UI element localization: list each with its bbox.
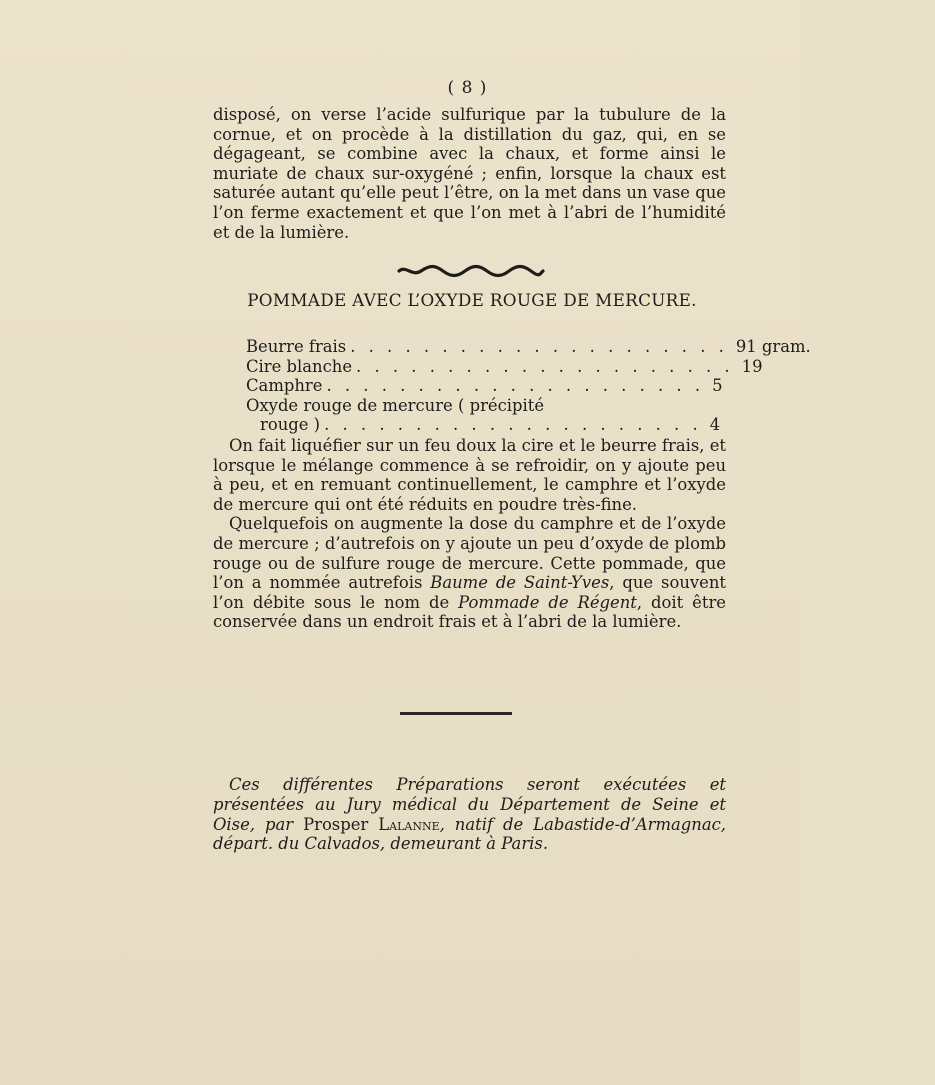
footer-text: , natif de Labastide-d’Armagnac, départ. du Calvados, demeurant à Paris. [213,814,726,854]
ingredient-name: rouge ) [260,415,321,435]
intro-paragraph [213,105,726,242]
variation-text: , doit être conservée dans un endroit frais et à l’abri de la lumière. [213,592,726,632]
ingredient-name: Beurre frais [246,337,347,356]
ingredient-qty: 5 [712,376,723,396]
ingredient-list [246,337,811,435]
preparation-paragraph: On fait liquéfier sur un feu doux la cire et le beurre frais, et lorsque le mélange commence à se refroidir, on y ajoute peu à peu, et en remuant continuellement, le camphre et l’oxyde de mercure qui ont été réduits en poudre très-fine. [213,436,726,514]
remedy-name: Pommade de Régent [458,592,637,612]
ingredient-name: Oxyde rouge de mercure ( précipité [246,395,545,415]
ingredient-name: Cire blanche [246,356,353,376]
variation-paragraph [213,514,726,632]
ingredient-qty: 91 gram. [735,337,811,356]
remedy-name: Baume de Saint-Yves [430,573,610,593]
ingredient-qty: 4 [709,415,721,435]
leader-dots: . . . . . . . . . . . . . . . . . . . . . [326,376,705,396]
author-last-name: Lalanne [378,814,440,834]
footer-text: Ces différentes Préparations seront exécutées et présentées au Jury médical du Département de Seine et Oise, par [213,775,726,834]
page-number: ( 8 ) [447,78,488,98]
body-text [213,436,726,632]
leader-dots: . . . . . . . . . . . . . . . . . . . . . [350,337,728,356]
variation-text: Quelquefois on augmente la dose du camphre et de l’oxyde de mercure ; d’autrefois on y ajoute un peu d’oxyde de plomb rouge ou de sulfure rouge de mercure. Cette pommade, que l’on a nommée autrefois [213,514,726,593]
ingredient-row [246,356,763,377]
recipe-heading: POMMADE AVEC L’OXYDE ROUGE DE MERCURE. [247,290,697,310]
leader-dots: . . . . . . . . . . . . . . . . . . . . . [324,415,702,435]
ingredient-row [246,337,811,357]
intro-text: disposé, on verse l’acide sulfurique par la tubulure de la cornue, et on procède à la distillation du gaz, qui, en se dégageant, se combine avec la chaux, et forme ainsi le muriate de chaux sur-oxygéné ; enfin, lorsque la chaux est saturée autant qu’elle peut l’être, on la met dans un vase que l’on ferme exactement et que l’on met à l’abri de l’humidité et de la lumière. [213,105,726,242]
ingredient-qty: 19 [741,356,763,376]
ornament-divider-icon [397,264,545,278]
ingredient-name: Camphre [246,376,323,396]
leader-dots: . . . . . . . . . . . . . . . . . . . . . [356,356,734,376]
author-first-name: Prosper [303,814,369,834]
divider-rule [400,712,512,715]
footer-note [213,775,726,853]
ingredient-row [246,396,706,416]
ingredient-row [246,415,721,435]
ingredient-row [246,376,723,396]
variation-text: , que souvent l’on débite sous le nom de [213,573,726,612]
